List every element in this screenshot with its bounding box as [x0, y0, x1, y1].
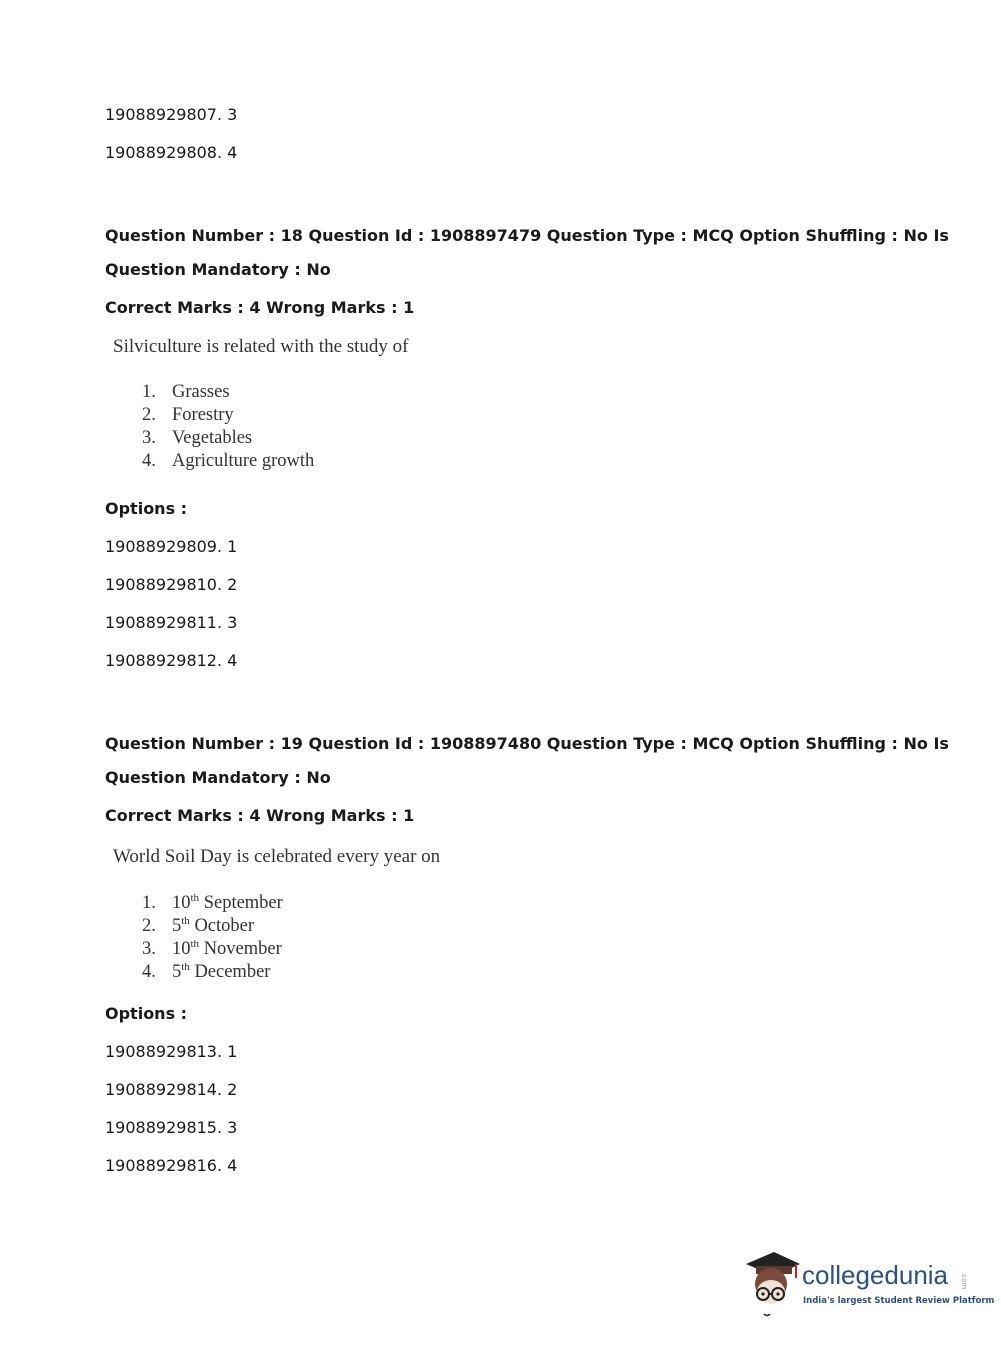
question-mandatory: Question Mandatory : No [105, 768, 331, 787]
choice-item: 3. Vegetables [142, 428, 253, 448]
logo-wordmark: collegedunia [802, 1260, 949, 1290]
option-line: 19088929807. 3 [105, 105, 238, 124]
option-line: 19088929815. 3 [105, 1118, 238, 1137]
answer-choices [142, 382, 314, 474]
options-label: Options : [105, 1004, 188, 1023]
choice-item: 2. Forestry [142, 405, 234, 425]
question-header: Question Number : 18 Question Id : 1908897479 Question Type : MCQ Option Shuffling : No Is [105, 226, 949, 245]
option-line: 19088929816. 4 [105, 1156, 238, 1175]
question-header: Question Number : 19 Question Id : 1908897480 Question Type : MCQ Option Shuffling : No Is [105, 734, 949, 753]
question-text: Silviculture is related with the study of [113, 336, 409, 357]
option-line: 19088929810. 2 [105, 575, 238, 594]
option-line: 19088929813. 1 [105, 1042, 238, 1061]
logo-tagline: India's largest Student Review Platform [803, 1296, 995, 1306]
answer-choices [142, 892, 283, 984]
options-label: Options : [105, 499, 188, 518]
question-marks: Correct Marks : 4 Wrong Marks : 1 [105, 806, 415, 825]
option-line: 19088929809. 1 [105, 537, 238, 556]
collegedunia-logo [742, 1250, 995, 1320]
option-line: 19088929811. 3 [105, 613, 238, 632]
option-line: 19088929814. 2 [105, 1080, 238, 1099]
option-line: 19088929808. 4 [105, 143, 238, 162]
logo-domain: .com [960, 1272, 968, 1290]
choice-item: 1. 10th September [142, 892, 283, 914]
question-mandatory: Question Mandatory : No [105, 260, 331, 279]
question-text: World Soil Day is celebrated every year on [113, 846, 441, 867]
choice-item: 2. 5th October [142, 915, 255, 937]
choice-item: 4. Agriculture growth [142, 451, 315, 471]
mascot-icon [742, 1250, 802, 1320]
choice-item: 3. 10th November [142, 938, 282, 960]
option-line: 19088929812. 4 [105, 651, 238, 670]
question-marks: Correct Marks : 4 Wrong Marks : 1 [105, 298, 415, 317]
choice-item: 4. 5th December [142, 961, 271, 983]
choice-item: 1. Grasses [142, 382, 230, 402]
